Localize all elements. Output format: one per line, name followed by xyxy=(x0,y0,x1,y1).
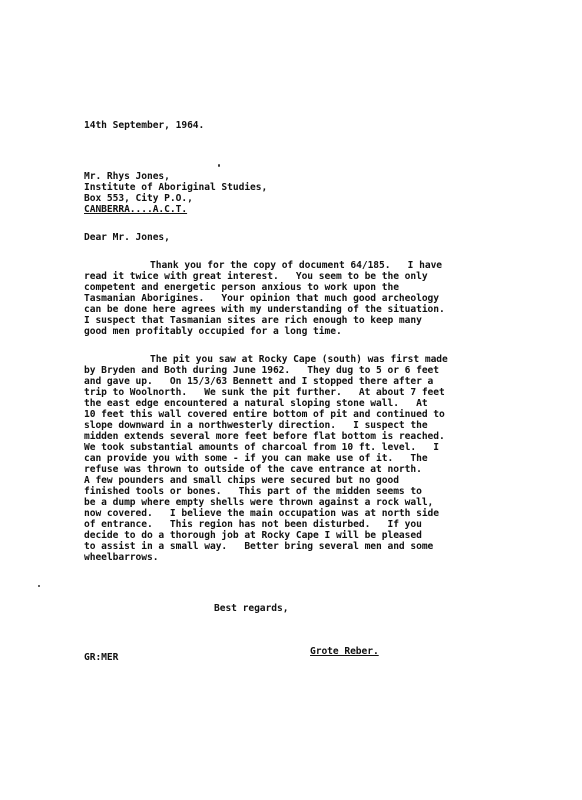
paragraph-line: and gave up. On 15/3/63 Bennett and I stopped there after a xyxy=(84,376,434,387)
paragraph-line: slope downward in a northwesterly direction. I suspect the xyxy=(84,420,428,431)
paragraph-line: midden extends several more feet before flat bottom is reached. xyxy=(84,431,445,442)
paragraph-line: I suspect that Tasmanian sites are rich enough to keep many xyxy=(84,315,422,326)
paragraph-line: can provide you with some - if you can make use of it. The xyxy=(84,453,428,464)
paragraph-line: Tasmanian Aborigines. Your opinion that much good archeology xyxy=(84,293,440,304)
paragraph-line: the east edge encountered a natural sloping stone wall. At xyxy=(84,398,428,409)
paragraph-line: good men profitably occupied for a long time. xyxy=(84,326,342,337)
address-line-city: CANBERRA....A.C.T. xyxy=(84,204,188,215)
paragraph-line: read it twice with great interest. You seem to be the only xyxy=(84,271,428,282)
address-line: Institute of Aboriginal Studies, xyxy=(84,182,268,193)
address-line: Mr. Rhys Jones, xyxy=(84,171,170,182)
letter-date: 14th September, 1964. xyxy=(84,120,205,131)
paragraph-line: now covered. I believe the main occupation was at north side xyxy=(84,508,440,519)
address-line: Box 553, City P.O., xyxy=(84,193,193,204)
typist-initials: GR:MER xyxy=(84,652,119,663)
paragraph-line: trip to Woolnorth. We sunk the pit further. At about 7 feet xyxy=(84,387,445,398)
closing: Best regards, xyxy=(214,603,289,614)
paragraph-line: to assist in a small way. Better bring several men and some xyxy=(84,541,434,552)
paragraph-line: We took substantial amounts of charcoal from 10 ft. level. I xyxy=(84,442,440,453)
paragraph-line: can be done here agrees with my understanding of the situation. xyxy=(84,304,445,315)
paragraph-line: wheelbarrows. xyxy=(84,552,159,563)
paragraph-line: The pit you saw at Rocky Cape (south) was first made xyxy=(150,354,448,365)
ink-speck xyxy=(38,585,40,587)
paragraph-line: competent and energetic person anxious to work upon the xyxy=(84,282,399,293)
ink-speck xyxy=(218,164,220,167)
paragraph-line: Thank you for the copy of document 64/185. I have xyxy=(150,260,443,271)
paragraph-line: by Bryden and Both during June 1962. They dug to 5 or 6 feet xyxy=(84,365,440,376)
signature: Grote Reber. xyxy=(310,646,379,657)
paragraph-line: finished tools or bones. This part of the midden seems to xyxy=(84,486,422,497)
paragraph-line: 10 feet this wall covered entire bottom of pit and continued to xyxy=(84,409,445,420)
salutation: Dear Mr. Jones, xyxy=(84,232,170,243)
paragraph-line: of entrance. This region has not been disturbed. If you xyxy=(84,519,422,530)
paragraph-line: refuse was thrown to outside of the cave entrance at north. xyxy=(84,464,422,475)
paragraph-line: be a dump where empty shells were thrown against a rock wall, xyxy=(84,497,434,508)
paragraph-line: decide to do a thorough job at Rocky Cape I will be pleased xyxy=(84,530,422,541)
paragraph-line: A few pounders and small chips were secured but no good xyxy=(84,475,399,486)
